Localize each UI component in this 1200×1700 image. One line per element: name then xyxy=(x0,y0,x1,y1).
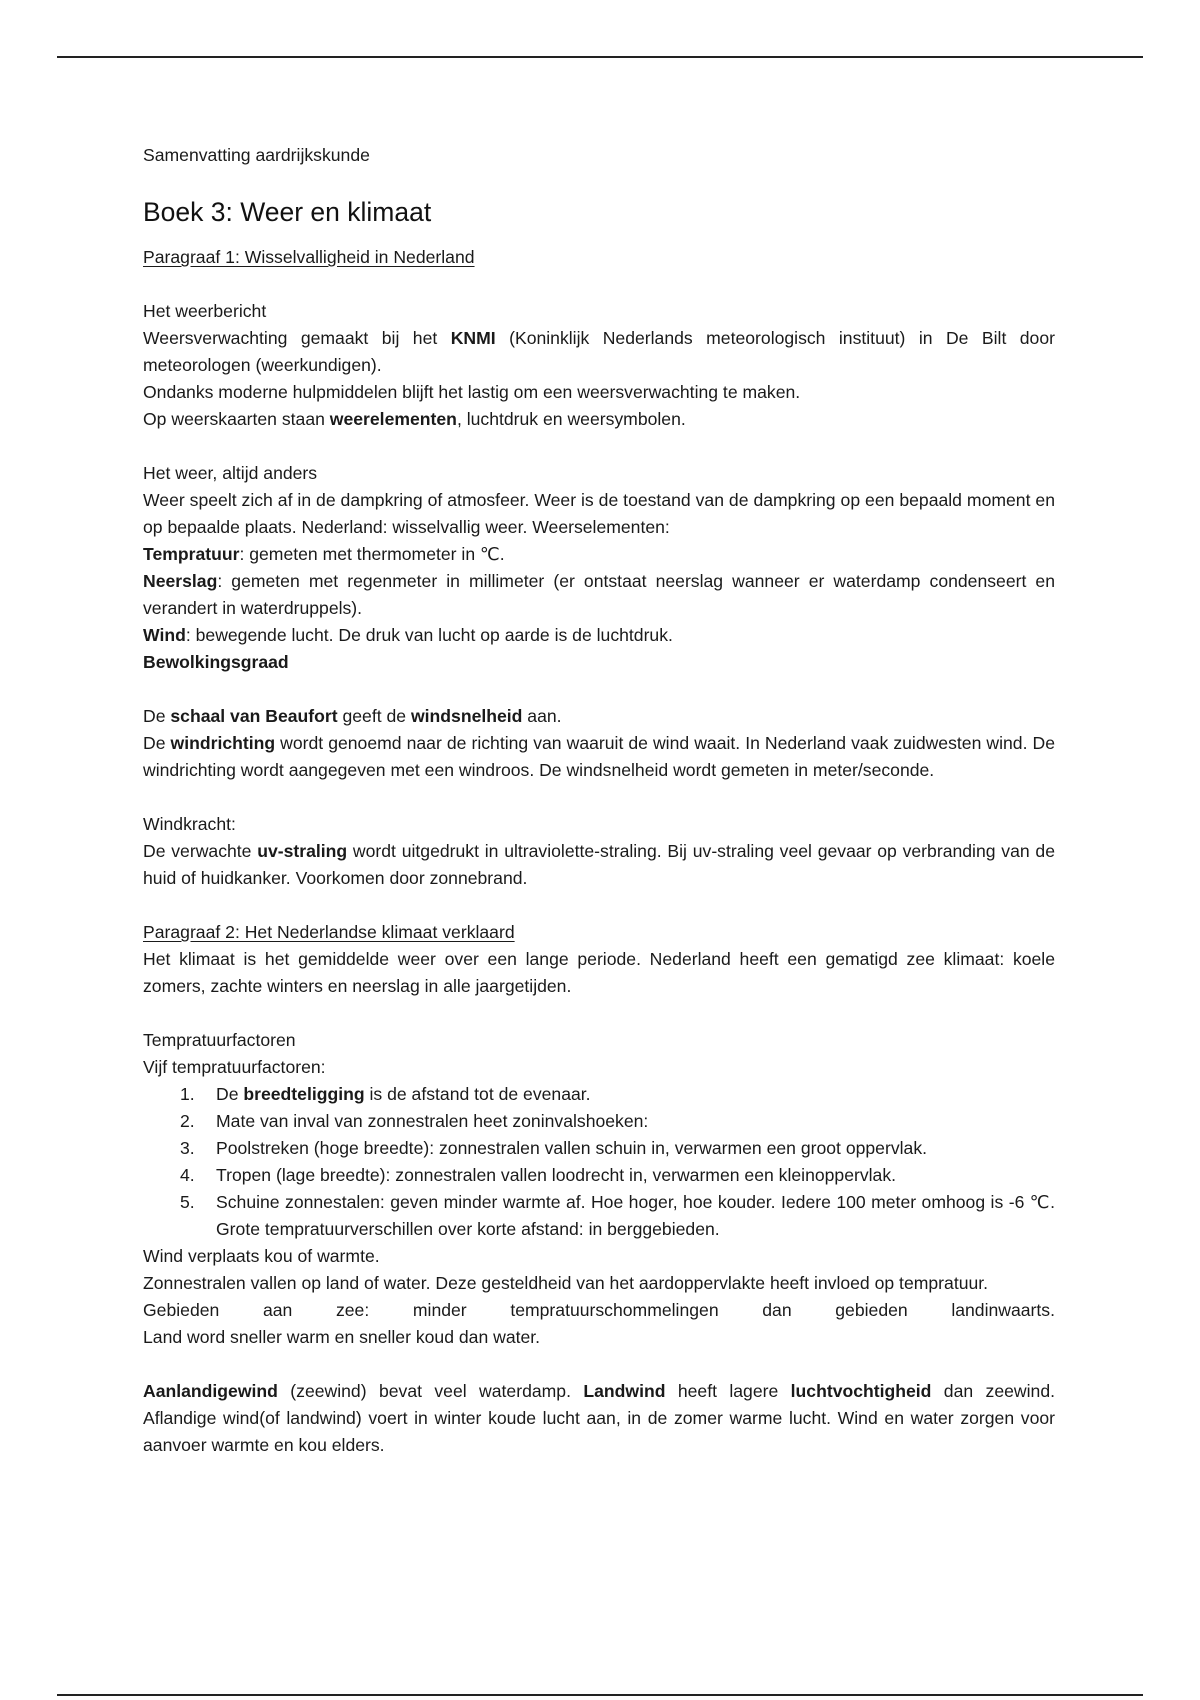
term-windrichting: windrichting xyxy=(170,733,276,753)
term-uv-straling: uv-straling xyxy=(257,841,348,861)
subheading-windkracht: Windkracht: xyxy=(143,814,236,834)
term-windsnelheid: windsnelheid xyxy=(410,706,523,726)
bottom-rule xyxy=(57,1694,1143,1696)
paragraph-neerslag: Neerslag: gemeten met regenmeter in millimeter (er ontstaat neerslag wanneer er waterdamp condenseert en verandert in waterdruppels). xyxy=(143,571,1055,618)
paragraph-weerskaarten: Op weerskaarten staan weerelementen, luchtdruk en weersymbolen. xyxy=(143,409,686,429)
top-rule xyxy=(57,56,1143,58)
list-item: 3. Poolstreken (hoge breedte): zonnestralen vallen schuin in, verwarmen een groot oppervlak. xyxy=(180,1138,928,1158)
subheading-tempratuurfactoren: Tempratuurfactoren xyxy=(143,1030,296,1050)
list-item: 4. Tropen (lage breedte): zonnestralen vallen loodrecht in, verwarmen een kleinoppervlak. xyxy=(180,1165,897,1185)
paragraph-bewolkingsgraad xyxy=(143,649,1055,676)
paragraph-klimaat: Het klimaat is het gemiddelde weer over een lange periode. Nederland heeft een gematigd zee klimaat: koele zomers, zachte winters en neerslag in alle jaargetijden. xyxy=(143,949,1055,996)
paragraph-knmi: Weersverwachting gemaakt bij het KNMI (Koninklijk Nederlands meteorologisch instituut) in De Bilt door meteorologen (weerkundigen). xyxy=(143,328,1055,375)
paragraph-aanlandigewind: Aanlandigewind (zeewind) bevat veel waterdamp. Landwind heeft lagere luchtvochtigheid dan zeewind. Aflandige wind(of landwind) voert in winter koude lucht aan, in de zomer warme lucht. Wind en water zorgen voor aanvoer warmte en kou elders. xyxy=(143,1381,1055,1455)
subheading-weer: Het weer, altijd anders xyxy=(143,463,318,483)
term-luchtvochtigheid: luchtvochtigheid xyxy=(790,1381,932,1401)
document-header: Samenvatting aardrijkskunde xyxy=(143,145,370,165)
term-bewolkingsgraad: Bewolkingsgraad xyxy=(143,652,289,672)
paragraph-beaufort: De schaal van Beaufort geeft de windsnelheid aan. xyxy=(143,706,562,726)
term-aanlandigewind: Aanlandigewind xyxy=(143,1381,278,1401)
term-breedteligging: breedteligging xyxy=(243,1084,365,1104)
factors-intro: Vijf tempratuurfactoren: xyxy=(143,1057,326,1077)
term-wind: Wind xyxy=(143,625,186,645)
term-neerslag: Neerslag xyxy=(143,571,218,591)
paragraph-gebieden-line1: Gebieden aan zee: minder tempratuurschommelingen dan gebieden landinwaarts. xyxy=(143,1300,1055,1320)
list-item: 2. Mate van inval van zonnestralen heet zoninvalshoeken: xyxy=(180,1111,649,1131)
term-weerelementen: weerelementen xyxy=(329,409,457,429)
paragraph-windrichting: De windrichting wordt genoemd naar de richting van waaruit de wind waait. In Nederland vaak zuidwesten wind. De windrichting wordt aangegeven met een windroos. De windsnelheid wordt gemeten in meter/seconde. xyxy=(143,733,1055,780)
paragraph-zonnestralen: Zonnestralen vallen op land of water. Deze gesteldheid van het aardoppervlakte heeft invloed op tempratuur. xyxy=(143,1273,989,1293)
subheading-weerbericht: Het weerbericht xyxy=(143,301,267,321)
paragraph-wind: Wind: bewegende lucht. De druk van lucht op aarde is de luchtdruk. xyxy=(143,625,673,645)
paragraph-tempratuur: Tempratuur: gemeten met thermometer in ℃. xyxy=(143,544,505,564)
paragraph-wind-verplaats: Wind verplaats kou of warmte. xyxy=(143,1246,380,1266)
section-heading-2: Paragraaf 2: Het Nederlandse klimaat verklaard xyxy=(143,922,515,942)
paragraph-uv-straling: De verwachte uv-straling wordt uitgedrukt in ultraviolette-straling. Bij uv-straling veel gevaar op verbranding van de huid of huidkanker. Voorkomen door zonnebrand. xyxy=(143,841,1055,888)
paragraph-hulpmiddelen: Ondanks moderne hulpmiddelen blijft het lastig om een weersverwachting te maken. xyxy=(143,382,801,402)
section-heading-1: Paragraaf 1: Wisselvalligheid in Nederland xyxy=(143,247,475,267)
term-schaal-van-beaufort: schaal van Beaufort xyxy=(170,706,338,726)
paragraph-gebieden-line2: Land word sneller warm en sneller koud dan water. xyxy=(143,1327,541,1347)
list-item: 1. De breedteligging is de afstand tot de evenaar. xyxy=(180,1084,591,1104)
document-body xyxy=(143,142,1055,1459)
term-tempratuur: Tempratuur xyxy=(143,544,240,564)
paragraph-weer-intro: Weer speelt zich af in de dampkring of atmosfeer. Weer is de toestand van de dampkring op een bepaald moment en op bepaalde plaats. Nederland: wisselvallig weer. Weerselementen: xyxy=(143,490,1055,537)
factors-list xyxy=(143,1081,1055,1243)
document-title: Boek 3: Weer en klimaat xyxy=(143,197,432,227)
list-item: 5. Schuine zonnestalen: geven minder warmte af. Hoe hoger, hoe kouder. Iedere 100 meter omhoog is -6 ℃. Grote tempratuurverschillen over korte afstand: in berggebieden. xyxy=(180,1192,1055,1239)
term-knmi: KNMI xyxy=(450,328,496,348)
term-landwind: Landwind xyxy=(583,1381,666,1401)
